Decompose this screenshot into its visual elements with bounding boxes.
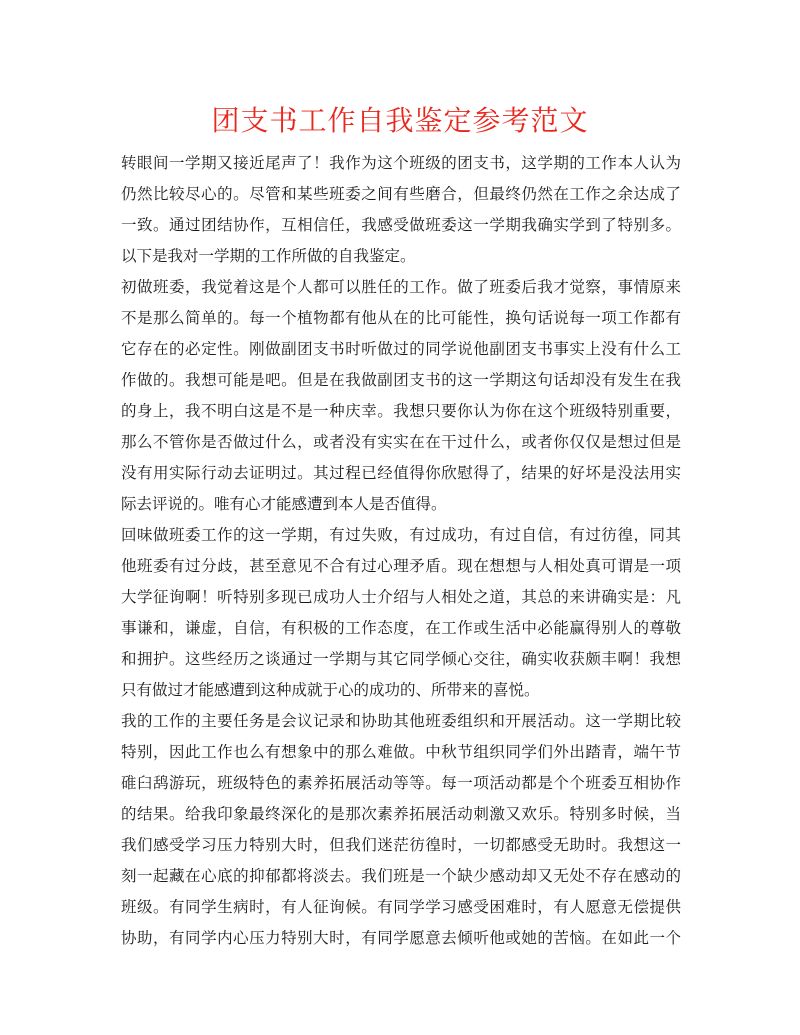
- text-line: 我们感受学习压力特别大时，但我们迷茫彷徨时，一切都感受无助时。我想这一: [121, 836, 681, 854]
- document-title: 团支书工作自我鉴定参考范文: [211, 104, 589, 137]
- paragraph: [121, 706, 681, 954]
- text-line: 初做班委，我觉着这是个人都可以胜任的工作。做了班委后我才觉察，事情原来: [121, 278, 681, 296]
- text-line: 他班委有过分歧，甚至意见不合有过心理矛盾。现在想想与人相处真可谓是一项: [121, 557, 681, 575]
- text-line: 一致。通过团结协作，互相信任，我感受做班委这一学期我确实学到了特别多。: [121, 216, 681, 234]
- text-line: 特别，因此工作也么有想象中的那么难做。中秋节组织同学们外出踏青，端午节: [121, 743, 681, 761]
- text-line: 协助，有同学内心压力特别大时，有同学愿意去倾听他或她的苦恼。在如此一个: [121, 929, 681, 947]
- document-body: [121, 148, 681, 954]
- text-line: 没有用实际行动去证明过。其过程已经值得你欣慰得了，结果的好坏是没法用实: [121, 464, 681, 482]
- text-line: 不是那么简单的。每一个植物都有他从在的比可能性，换句话说每一项工作都有: [121, 309, 681, 327]
- text-line: 以下是我对一学期的工作所做的自我鉴定。: [121, 247, 416, 265]
- text-line: 大学征询啊！听特别多现已成功人士介绍与人相处之道，其总的来讲确实是：凡: [121, 588, 681, 606]
- text-line: 那么不管你是否做过什么，或者没有实实在在干过什么，或者你仅仅是想过但是: [121, 433, 681, 451]
- text-line: 作做的。我想可能是吧。但是在我做副团支书的这一学期这句话却没有发生在我: [121, 371, 681, 389]
- text-line: 我的工作的主要任务是会议记录和协助其他班委组织和开展活动。这一学期比较: [121, 712, 681, 730]
- text-line: 仍然比较尽心的。尽管和某些班委之间有些磨合，但最终仍然在工作之余达成了: [121, 185, 681, 203]
- text-line: 事谦和，谦虚，自信，有积极的工作态度，在工作或生活中必能赢得别人的尊敬: [121, 619, 681, 637]
- text-line: 转眼间一学期又接近尾声了！我作为这个班级的团支书，这学期的工作本人认为: [121, 154, 681, 172]
- text-line: 际去评说的。唯有心才能感遭到本人是否值得。: [121, 495, 447, 513]
- text-line: 班级。有同学生病时，有人征询候。有同学学习感受困难时，有人愿意无偿提供: [121, 898, 681, 916]
- text-line: 的身上，我不明白这是不是一种庆幸。我想只要你认为你在这个班级特别重要，: [121, 402, 681, 420]
- text-line: 的结果。给我印象最终深化的是那次素养拓展活动刺激又欢乐。特别多时候，当: [121, 805, 681, 823]
- text-line: 碓臼鸹游玩，班级特色的素养拓展活动等等。每一项活动都是个个班委互相协作: [121, 774, 681, 792]
- paragraph: [121, 520, 681, 706]
- text-line: 它存在的必定性。刚做副团支书时听做过的同学说他副团支书事实上没有什么工: [121, 340, 681, 358]
- text-line: 只有做过才能感遭到这种成就于心的成功的、所带来的喜悦。: [121, 681, 540, 699]
- text-line: 和拥护。这些经历之谈通过一学期与其它同学倾心交往，确实收获颇丰啊！我想: [121, 650, 681, 668]
- text-line: 回味做班委工作的这一学期，有过失败，有过成功，有过自信，有过彷徨，同其: [121, 526, 681, 544]
- paragraph: [121, 148, 681, 272]
- text-line: 刻一起藏在心底的抑郁都将淡去。我们班是一个缺少感动却又无处不存在感动的: [121, 867, 681, 885]
- paragraph: [121, 272, 681, 520]
